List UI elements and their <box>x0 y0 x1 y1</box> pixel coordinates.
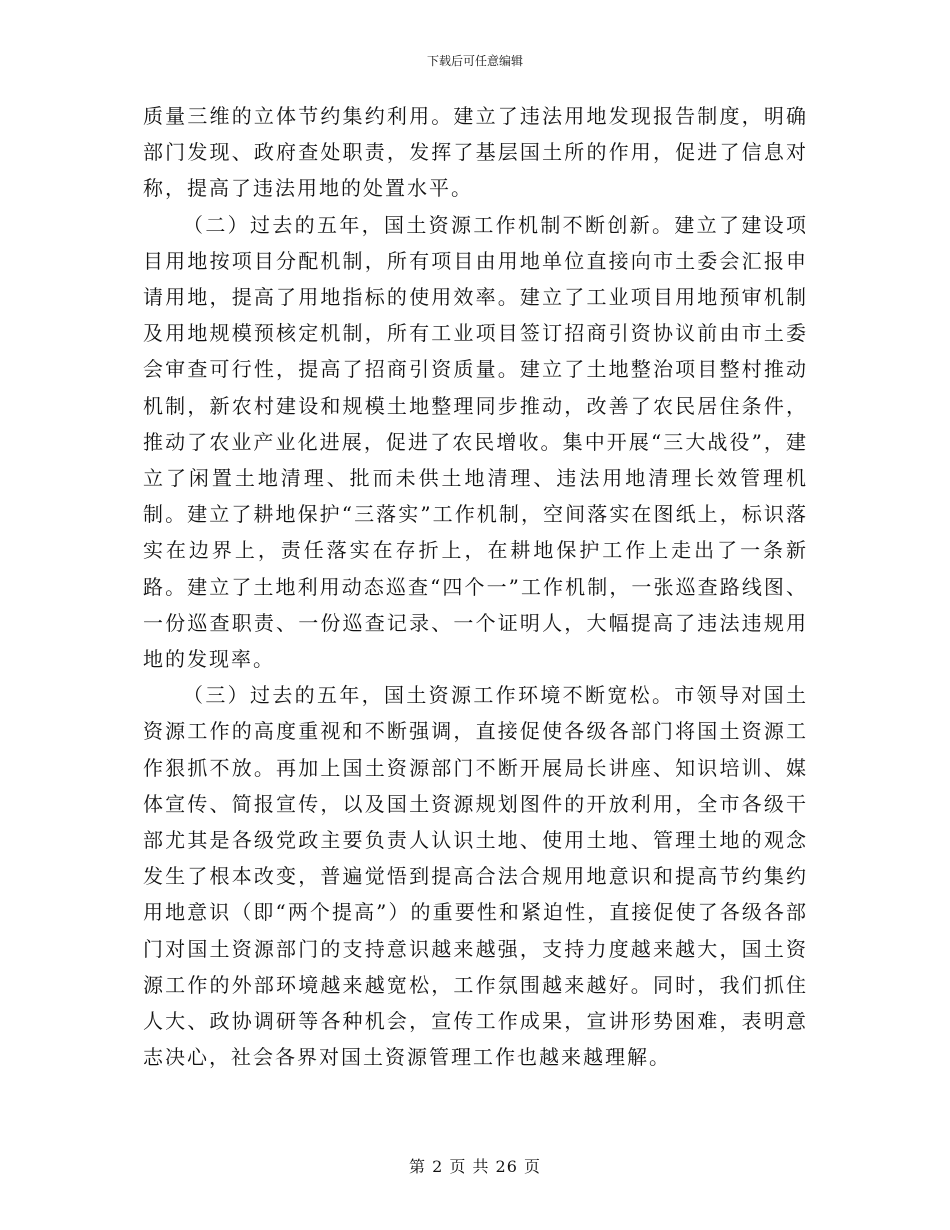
page-number: 第 2 页 共 26 页 <box>409 1157 541 1176</box>
page-header: 下载后可任意编辑 <box>426 54 523 68</box>
paragraph-continuation: 质量三维的立体节约集约利用。建立了违法用地发现报告制度，明确部门发现、政府查处职责，发挥了基层国土所的作用，促进了信息对称，提高了违法用地的处置水平。 <box>143 104 808 201</box>
paragraph-section-3: （三）过去的五年，国土资源工作环境不断宽松。市领导对国土资源工作的高度重视和不断强调，直接促使各级各部门将国土资源工作狠抓不放。再加上国土资源部门不断开展局长讲座、知识培训、媒体宣传、简报宣传，以及国土资源规划图件的开放利用，全市各级干部尤其是各级党政主要负责人认识土地、使用土地、管理土地的观念发生了根本改变，普遍觉悟到提高合法合规用地意识和提高节约集约用地意识（即“两个提高”）的重要性和紧迫性，直接促使了各级各部门对国土资源部门的支持意识越来越强，支持力度越来越大，国土资源工作的外部环境越来越宽松，工作氛围越来越好。同时，我们抓住人大、政协调研等各种机会，宣传工作成果，宣讲形势困难，表明意志决心，社会各界对国土资源管理工作也越来越理解。 <box>143 683 808 1070</box>
paragraph-section-2: （二）过去的五年，国土资源工作机制不断创新。建立了建设项目用地按项目分配机制，所有项目由用地单位直接向市土委会汇报申请用地，提高了用地指标的使用效率。建立了工业项目用地预审机制及用地规模预核定机制，所有工业项目签订招商引资协议前由市土委会审查可行性，提高了招商引资质量。建立了土地整治项目整村推动机制，新农村建设和规模土地整理同步推动，改善了农民居住条件，推动了农业产业化进展，促进了农民增收。集中开展“三大战役”，建立了闲置土地清理、批而未供土地清理、违法用地清理长效管理机制。建立了耕地保护“三落实”工作机制，空间落实在图纸上，标识落实在边界上，责任落实在存折上，在耕地保护工作上走出了一条新路。建立了土地利用动态巡查“四个一”工作机制，一张巡查路线图、一份巡查职责、一份巡查记录、一个证明人，大幅提高了违法违规用地的发现率。 <box>143 212 808 672</box>
document-body <box>143 98 808 1075</box>
